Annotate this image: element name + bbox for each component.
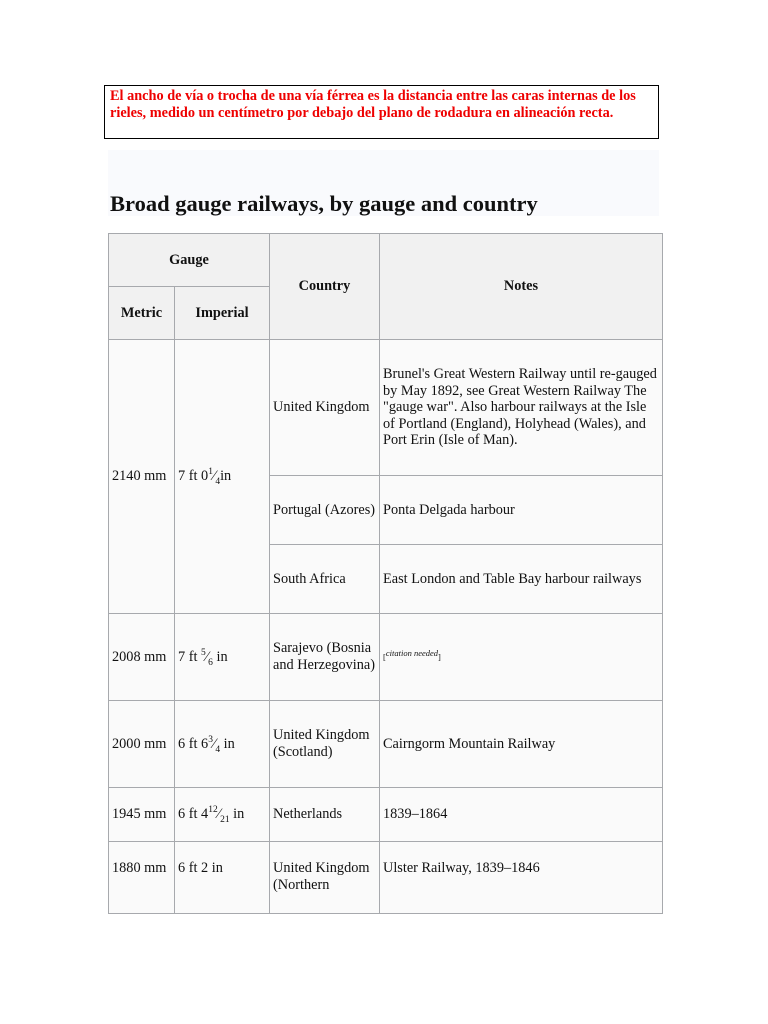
notes-cell: East London and Table Bay harbour railways [380,545,663,614]
header-notes: Notes [380,234,663,340]
notes-cell: [citation needed] [380,614,663,701]
notes-cell: 1839–1864 [380,788,663,842]
notes-cell: Brunel's Great Western Railway until re-gauged by May 1892, see Great Western Railway The "gauge war". Also harbour railways at the Isle of Portland (England), Holyhead (Wales), and Port Erin (Isle of Man). [380,340,663,476]
header-country: Country [270,234,380,340]
table-row [109,842,663,914]
table-row [109,788,663,842]
imperial-cell: 7 ft $^5⁄_6$ in [175,614,270,701]
header-gauge: Gauge [109,234,270,287]
metric-cell: 2008 mm [109,614,175,701]
table-row [109,340,663,476]
imperial-cell: 6 ft 2 in [175,842,270,914]
header-imperial: Imperial [175,287,270,340]
section-heading: Broad gauge railways, by gauge and country [110,191,538,216]
imperial-cell: 6 ft $4^{12}⁄_{21}$ in [175,788,270,842]
country-cell: Netherlands [270,788,380,842]
country-cell: United Kingdom (Scotland) [270,701,380,788]
imperial-cell: 6 ft $6^3⁄_4$ in [175,701,270,788]
notes-cell: Ulster Railway, 1839–1846 [380,842,663,914]
metric-cell: 1880 mm [109,842,175,914]
notes-cell: Cairngorm Mountain Railway [380,701,663,788]
citation-needed-link[interactable]: citation needed [385,648,439,659]
country-cell: Sarajevo (Bosnia and Herzegovina) [270,614,380,701]
country-cell: South Africa [270,545,380,614]
country-cell: United Kingdom [270,340,380,476]
imperial-cell: 7 ft $0^1⁄_4in$ [175,340,270,614]
intro-note-box [104,85,659,139]
notes-cell: Ponta Delgada harbour [380,476,663,545]
metric-cell: 1945 mm [109,788,175,842]
broad-gauge-table [108,233,663,914]
table-row [109,701,663,788]
table-row [109,614,663,701]
header-metric: Metric [109,287,175,340]
intro-note-text: El ancho de vía o trocha de una vía férrea es la distancia entre las caras internas de los rieles, medido un centímetro por debajo del plano de rodadura en alineación recta. [110,88,636,121]
country-cell: Portugal (Azores) [270,476,380,545]
metric-cell: 2140 mm [109,340,175,614]
country-cell: United Kingdom (Northern [270,842,380,914]
metric-cell: 2000 mm [109,701,175,788]
